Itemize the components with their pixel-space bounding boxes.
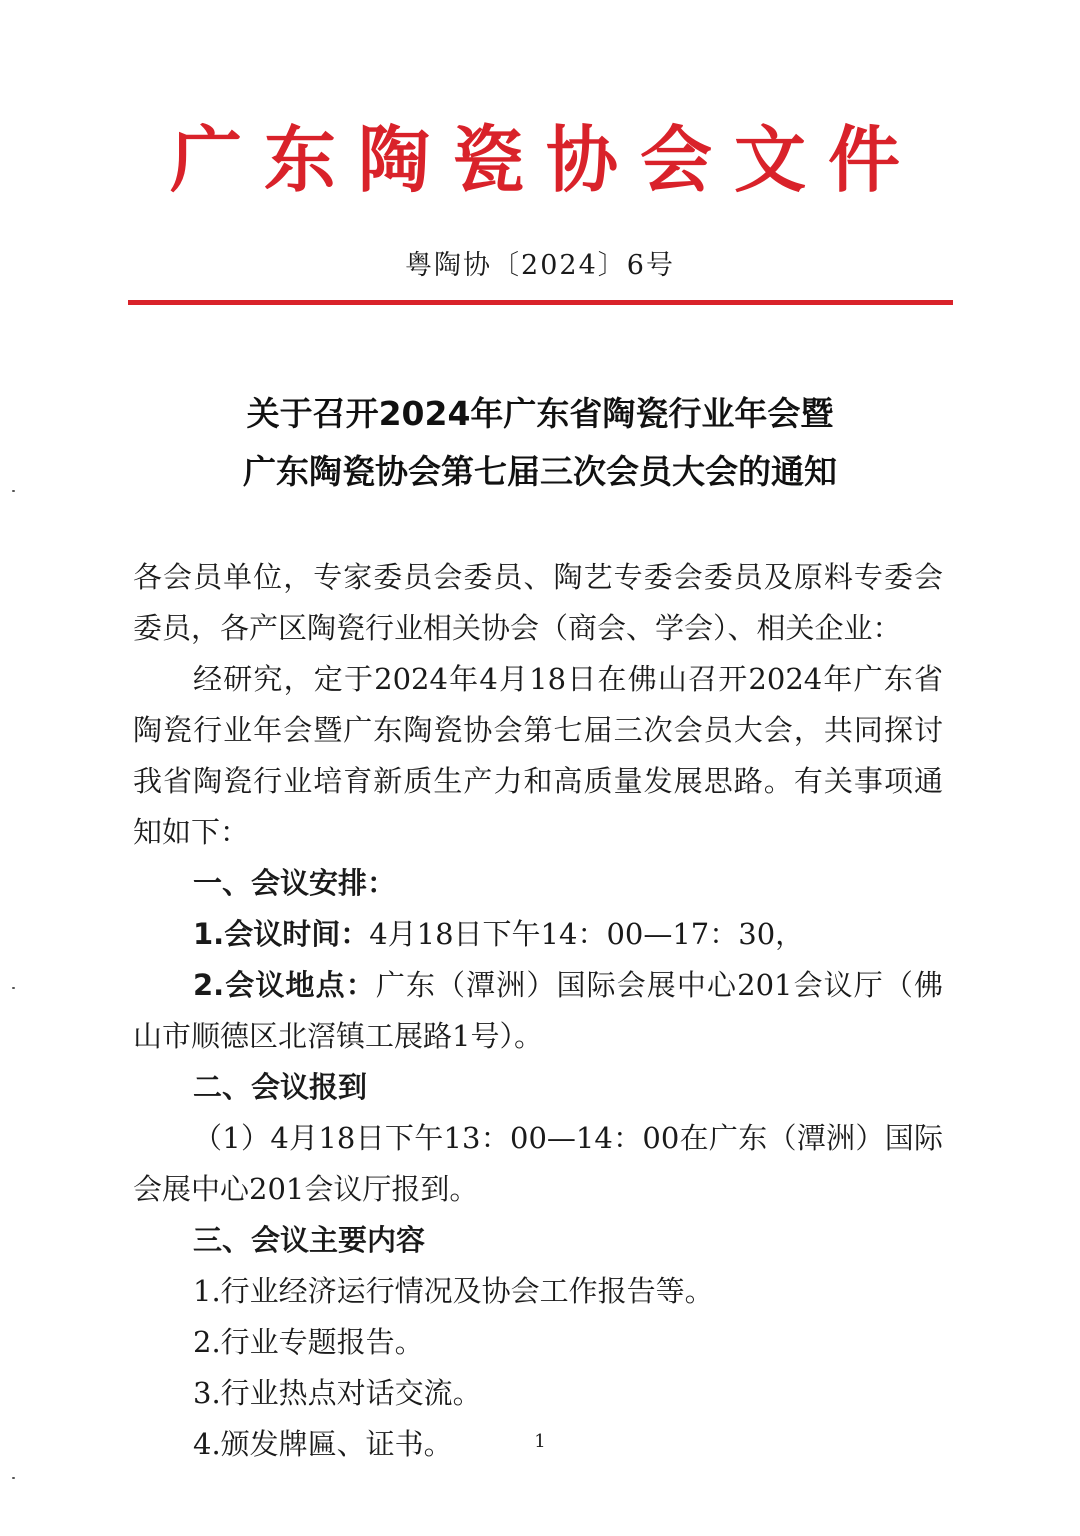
page-number: 1	[534, 1431, 546, 1452]
meeting-place-label: 2.会议地点：	[193, 968, 376, 1002]
intro-paragraph: 经研究，定于2024年4月18日在佛山召开2024年广东省陶瓷行业年会暨广东陶瓷协会第七届三次会员大会，共同探讨我省陶瓷行业培育新质生产力和高质量发展思路。有关事项通知如下：	[133, 662, 943, 849]
notice-title-line-2: 广东陶瓷协会第七届三次会员大会的通知	[243, 452, 837, 491]
meeting-place-line	[133, 960, 943, 1062]
notice-title-line-1: 关于召开2024年广东省陶瓷行业年会暨	[246, 394, 834, 433]
scan-speck	[12, 490, 15, 492]
masthead-title: 广东陶瓷协会文件	[169, 118, 922, 202]
section-3-heading: 三、会议主要内容	[193, 1223, 426, 1257]
content-item-3: 3.行业热点对话交流。	[193, 1376, 482, 1410]
meeting-place-value: 广东（潭洲）国际会展中心201会议厅（佛山市顺德区北滘镇工展路1号）。	[133, 968, 943, 1053]
registration-item: （1）4月18日下午13：00—14：00在广东（潭洲）国际会展中心201会议厅报到。	[133, 1121, 943, 1206]
document-number: 粤陶协〔2024〕6号	[405, 250, 675, 281]
notice-body	[133, 552, 943, 1470]
meeting-time-value: 4月18日下午14：00—17：30，	[369, 917, 805, 951]
content-item-2: 2.行业专题报告。	[193, 1325, 424, 1359]
section-2-heading: 二、会议报到	[193, 1070, 368, 1104]
red-divider-line	[128, 300, 953, 305]
scan-speck	[12, 1477, 15, 1479]
meeting-time-line	[133, 909, 943, 960]
section-1-heading: 一、会议安排：	[193, 866, 397, 900]
salutation-paragraph: 各会员单位，专家委员会委员、陶艺专委会委员及原料专委会委员，各产区陶瓷行业相关协会（商会、学会）、相关企业：	[133, 560, 943, 645]
scan-speck	[12, 987, 15, 989]
content-item-4: 4.颁发牌匾、证书。	[193, 1427, 453, 1461]
meeting-time-label: 1.会议时间：	[193, 917, 370, 951]
content-item-1: 1.行业经济运行情况及协会工作报告等。	[193, 1274, 714, 1308]
